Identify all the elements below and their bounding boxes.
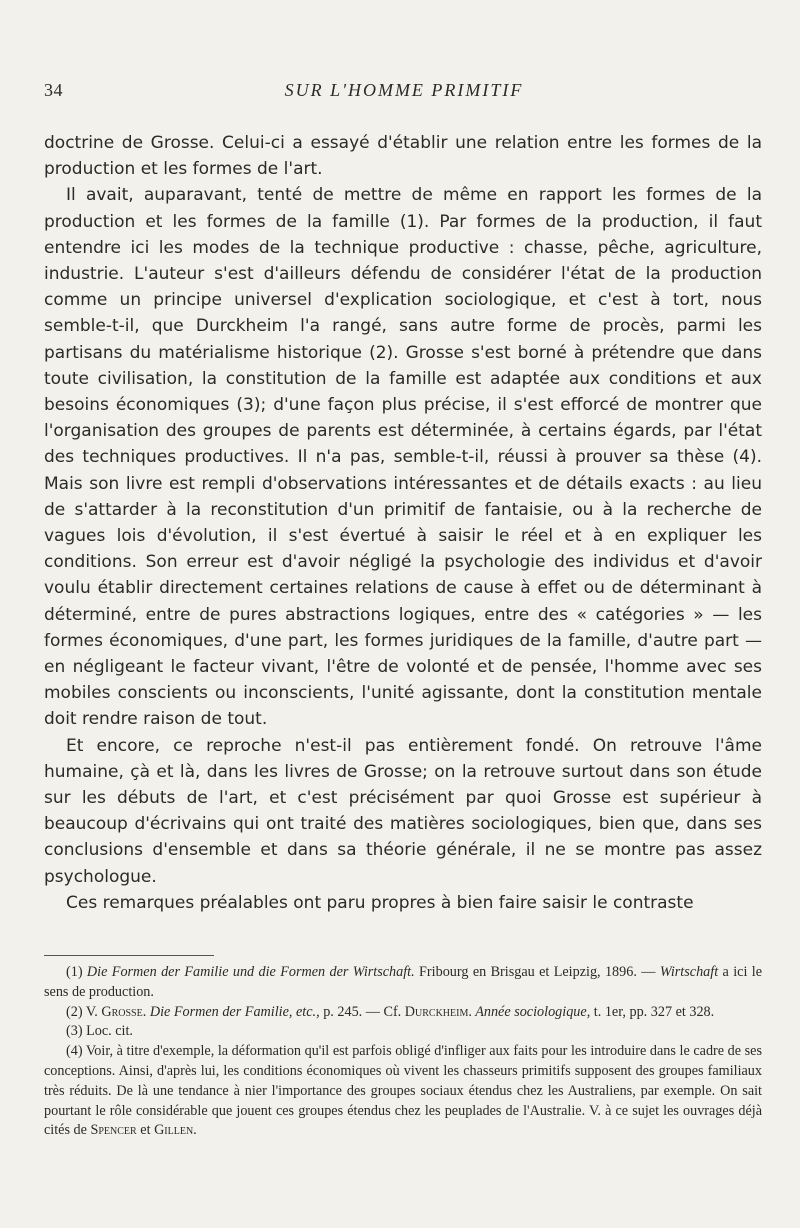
footnote-text: Fribourg en Brisgau et Leipzig, 1896. — [414,964,660,980]
page-number: 34 [44,80,63,100]
footnote-text: Voir, à titre d'exemple, la déformation qu'il est parfois obligé d'infliger aux faits pour les introduire dans le cadre de ses conceptions. Ainsi, d'après lui, les conditions économiques où vivent les chasseurs primitifs supposent des groupes familiaux très réduits. De là une tendance à nier l'importance des groupes sociaux étendus chez les Australiens, par exemple. On sait pourtant le rôle considérable que jouent ces groupes étendus chez les peuplades de l'Australie. V. à ce sujet les ouvrages déjà cités de [44,1043,762,1139]
cited-author: Gillen. [154,1122,197,1139]
footnote-number: (1) [66,964,83,980]
footnote-3 [44,1022,762,1042]
footnote-4 [44,1042,762,1141]
cited-title: Die Formen der Familie und die Formen der Wirtschaft. [86,964,415,980]
footnote-1 [44,963,762,1003]
page-header [44,80,764,110]
footnote-number: (4) [66,1043,83,1060]
paragraph: Et encore, ce reproche n'est-il pas entièrement fondé. On retrouve l'âme humaine, çà et là, dans les livres de Grosse; on la retrouve surtout dans son étude sur les débuts de l'art, et c'est précisément par quoi Grosse est supérieur à beaucoup d'écrivains qui ont traité des matières sociologiques, bien que, dans ses conclusions d'ensemble et dans sa théorie générale, il ne se montre pas assez psychologue. [44,735,762,887]
footnote-text: t. 1er, pp. 327 et 328. [590,1003,715,1020]
footnote-text: V. [82,1003,102,1020]
footnote-number: (3) [66,1023,83,1040]
cited-title: Die Formen der Familie, etc., [146,1003,320,1020]
footnote-separator [44,955,214,956]
cited-term: Wirtschaft [659,964,719,980]
paragraph: doctrine de Grosse. Celui-ci a essayé d'établir une relation entre les formes de la production et les formes de l'art. [44,133,762,180]
footnotes [44,963,762,1141]
paragraph: Ces remarques préalables ont paru propres à bien faire saisir le contraste [66,892,694,913]
paragraph: Il avait, auparavant, tenté de mettre de même en rapport les formes de la production et les formes de la famille (1). Par formes de la production, il faut entendre ici les modes de la technique productive : chasse, pêche, agriculture, industrie. L'auteur s'est d'ailleurs défendu de considérer l'état de la production comme un principe universel d'explication sociologique, et c'est à tort, nous semble-t-il, que Durckheim l'a rangé, sans autre forme de procès, parmi les partisans du matérialisme historique (2). Grosse s'est borné à prétendre que dans toute civilisation, la constitution de la famille est adaptée aux conditions et aux besoins économiques (3); d'une façon plus précise, il s'est efforcé de montrer que l'organisation des groupes de parents est déterminée, à certains égards, par l'état des techniques productives. Il n'a pas, semble-t-il, réussi à prouver sa thèse (4). Mais son livre est rempli d'observations intéressantes et de détails exacts : au lieu de s'attarder à la reconstitution d'un primitif de fantaisie, ou à la recherche de vagues lois d'évolution, il s'est évertué à saisir le réel et à en expliquer les conditions. Son erreur est d'avoir négligé la psychologie des individus et d'avoir voulu établir directement certaines relations de cause à effet ou de déterminant à déterminé, entre de pures abstractions logiques, entre des « catégories » — les formes économiques, d'une part, les formes juridiques de la famille, d'autre part — en négligeant le facteur vivant, l'être de volonté et de pensée, l'homme avec ses mobiles conscients ou inconscients, l'unité agissante, dont la constitution mentale doit rendre raison de tout. [44,185,762,730]
cited-author: Grosse. [101,1003,147,1020]
footnote-text: p. 245. — Cf. [319,1003,405,1020]
cited-title: Année sociologique, [471,1003,591,1020]
body-text [44,130,762,916]
footnote-text: et [136,1122,155,1139]
footnote-text: Loc. cit. [82,1023,133,1040]
footnote-2 [44,1003,762,1023]
cited-author: Durckheim. [404,1003,472,1020]
footnote-text: a ici le sens de production. [44,964,762,1000]
running-title: SUR L'HOMME PRIMITIF [284,80,524,100]
footnote-number: (2) [66,1003,83,1020]
cited-author: Spencer [90,1122,137,1139]
